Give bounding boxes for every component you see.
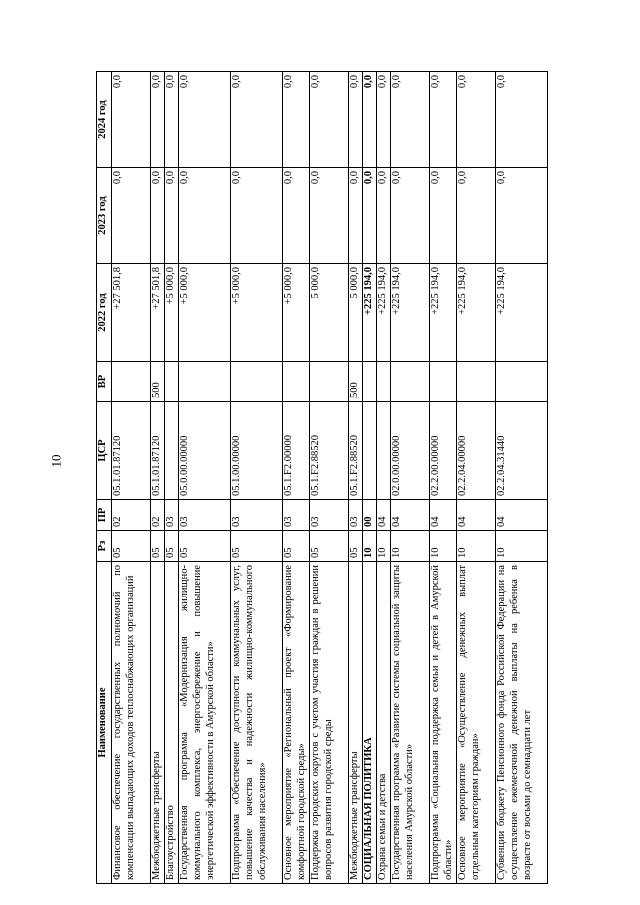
cell-2022: +225 194,0 xyxy=(376,264,390,362)
table-row xyxy=(309,72,348,884)
cell-rz: 05 xyxy=(231,531,283,562)
cell-csr: 05.1.F2.00000 xyxy=(283,402,310,500)
cell-2022: +225 194,0 xyxy=(430,264,457,362)
table-row xyxy=(283,72,310,884)
header-name: Наименование xyxy=(97,562,112,884)
cell-2022: +5 000,0 xyxy=(283,264,310,362)
cell-pr: 02 xyxy=(112,500,151,531)
cell-2024: 0,0 xyxy=(309,72,348,168)
cell-name: Межбюджетные трансферты xyxy=(151,562,165,884)
cell-2023: 0,0 xyxy=(496,168,548,264)
table-row xyxy=(363,72,377,884)
cell-pr: 04 xyxy=(430,500,457,531)
budget-table xyxy=(96,71,548,884)
cell-rz: 10 xyxy=(456,531,495,562)
cell-name: Финансовое обеспечение государственных полномочий по компенсации выпадающих доходов теплоснабжающих организаций xyxy=(112,562,151,884)
cell-name: Подпрограмма «Социальная поддержка семьи и детей в Амурской области» xyxy=(430,562,457,884)
cell-name: Охрана семьи и детства xyxy=(376,562,390,884)
table-row xyxy=(456,72,495,884)
cell-name: Основное мероприятие «Осуществление денежных выплат отдельным категориям граждан» xyxy=(456,562,495,884)
cell-rz: 10 xyxy=(363,531,377,562)
cell-2023: 0,0 xyxy=(430,168,457,264)
cell-csr: 05.1.00.00000 xyxy=(231,402,283,500)
cell-2024: 0,0 xyxy=(165,72,179,168)
cell-rz: 10 xyxy=(496,531,548,562)
cell-csr: 05.0.00.00000 xyxy=(178,402,230,500)
cell-2022: +5 000,0 xyxy=(165,264,179,362)
cell-pr: 00 xyxy=(363,500,377,531)
cell-pr: 04 xyxy=(390,500,429,531)
header-2024: 2024 год xyxy=(97,72,112,168)
table-row xyxy=(376,72,390,884)
table-row xyxy=(165,72,179,884)
table-header-row xyxy=(97,72,112,884)
cell-csr: 05.1.01.87120 xyxy=(151,402,165,500)
table-row xyxy=(430,72,457,884)
header-vr: ВР xyxy=(97,362,112,402)
cell-2024: 0,0 xyxy=(283,72,310,168)
cell-2023: 0,0 xyxy=(309,168,348,264)
cell-vr xyxy=(112,362,151,402)
cell-vr xyxy=(165,362,179,402)
cell-csr: 05.1.01.87120 xyxy=(112,402,151,500)
cell-vr xyxy=(363,362,377,402)
cell-vr xyxy=(456,362,495,402)
cell-csr: 05.1.F2.88520 xyxy=(349,402,363,500)
cell-2023: 0,0 xyxy=(165,168,179,264)
cell-vr xyxy=(376,362,390,402)
cell-2024: 0,0 xyxy=(363,72,377,168)
table-row xyxy=(112,72,151,884)
cell-2024: 0,0 xyxy=(112,72,151,168)
rotated-table-container xyxy=(96,72,612,884)
cell-pr: 03 xyxy=(231,500,283,531)
cell-2022: +27 501,8 xyxy=(151,264,165,362)
cell-2023: 0,0 xyxy=(363,168,377,264)
cell-2024: 0,0 xyxy=(349,72,363,168)
cell-pr: 04 xyxy=(376,500,390,531)
cell-name: Государственная программа «Развитие системы социальной защиты населения Амурской области» xyxy=(390,562,429,884)
cell-2022: +225 194,0 xyxy=(390,264,429,362)
cell-rz: 10 xyxy=(390,531,429,562)
header-rz: Рз xyxy=(97,531,112,562)
cell-2022: 5 000,0 xyxy=(349,264,363,362)
cell-2022: +225 194,0 xyxy=(496,264,548,362)
cell-2024: 0,0 xyxy=(496,72,548,168)
cell-2023: 0,0 xyxy=(112,168,151,264)
cell-2022: +5 000,0 xyxy=(178,264,230,362)
table-row xyxy=(349,72,363,884)
cell-rz: 05 xyxy=(309,531,348,562)
cell-2023: 0,0 xyxy=(390,168,429,264)
cell-vr xyxy=(178,362,230,402)
cell-csr: 02.2.00.00000 xyxy=(430,402,457,500)
cell-name: Государственная программа «Модернизация жилищно-коммунального комплекса, энергосбережение и повышение энергетической эффективности в Амурской области» xyxy=(178,562,230,884)
table-row xyxy=(178,72,230,884)
cell-2024: 0,0 xyxy=(151,72,165,168)
cell-2024: 0,0 xyxy=(231,72,283,168)
cell-name: Поддержка городских округов с учетом участия граждан в решении вопросов развития городской среды xyxy=(309,562,348,884)
header-pr: ПР xyxy=(97,500,112,531)
table-body xyxy=(112,72,548,884)
cell-2023: 0,0 xyxy=(349,168,363,264)
cell-2023: 0,0 xyxy=(151,168,165,264)
table-row xyxy=(390,72,429,884)
cell-vr xyxy=(309,362,348,402)
cell-name: Субвенции бюджету Пенсионного фонда Российской Федерации на осуществление ежемесячной денежной выплаты на ребенка в возрасте от восьми до семнадцати лет xyxy=(496,562,548,884)
cell-rz: 10 xyxy=(376,531,390,562)
page-number: 10 xyxy=(48,454,64,468)
header-2023: 2023 год xyxy=(97,168,112,264)
cell-pr: 03 xyxy=(283,500,310,531)
cell-2024: 0,0 xyxy=(390,72,429,168)
cell-csr xyxy=(165,402,179,500)
cell-pr: 03 xyxy=(309,500,348,531)
cell-2023: 0,0 xyxy=(231,168,283,264)
cell-2023: 0,0 xyxy=(376,168,390,264)
cell-vr xyxy=(390,362,429,402)
cell-vr xyxy=(496,362,548,402)
cell-pr: 04 xyxy=(456,500,495,531)
cell-2023: 0,0 xyxy=(178,168,230,264)
cell-vr xyxy=(283,362,310,402)
cell-csr: 02.0.00.00000 xyxy=(390,402,429,500)
header-2022: 2022 год xyxy=(97,264,112,362)
cell-rz: 05 xyxy=(349,531,363,562)
cell-csr xyxy=(376,402,390,500)
cell-name: Подпрограмма «Обеспечение доступности коммунальных услуг, повышение качества и надежности жилищно-коммунального обслуживания населения» xyxy=(231,562,283,884)
cell-2024: 0,0 xyxy=(430,72,457,168)
table-row xyxy=(151,72,165,884)
cell-pr: 04 xyxy=(496,500,548,531)
cell-name: Основное мероприятие «Региональный проект «Формирование комфортной городской среды» xyxy=(283,562,310,884)
cell-rz: 05 xyxy=(178,531,230,562)
cell-2022: +225 194,0 xyxy=(363,264,377,362)
cell-pr: 03 xyxy=(349,500,363,531)
cell-pr: 02 xyxy=(151,500,165,531)
cell-rz: 05 xyxy=(165,531,179,562)
cell-2024: 0,0 xyxy=(178,72,230,168)
cell-csr: 05.1.F2.88520 xyxy=(309,402,348,500)
cell-rz: 05 xyxy=(151,531,165,562)
cell-rz: 05 xyxy=(283,531,310,562)
cell-2022: 5 000,0 xyxy=(309,264,348,362)
cell-rz: 10 xyxy=(430,531,457,562)
cell-pr: 03 xyxy=(178,500,230,531)
cell-csr: 02.2.04.00000 xyxy=(456,402,495,500)
cell-csr xyxy=(363,402,377,500)
cell-2022: +5 000,0 xyxy=(231,264,283,362)
cell-rz: 05 xyxy=(112,531,151,562)
cell-2023: 0,0 xyxy=(283,168,310,264)
cell-vr xyxy=(430,362,457,402)
cell-2024: 0,0 xyxy=(376,72,390,168)
header-csr: ЦСР xyxy=(97,402,112,500)
cell-2022: +225 194,0 xyxy=(456,264,495,362)
cell-vr: 500 xyxy=(349,362,363,402)
cell-2022: +27 501,8 xyxy=(112,264,151,362)
cell-2023: 0,0 xyxy=(456,168,495,264)
cell-name: Благоустройство xyxy=(165,562,179,884)
table-row xyxy=(496,72,548,884)
cell-2024: 0,0 xyxy=(456,72,495,168)
cell-pr: 03 xyxy=(165,500,179,531)
cell-vr: 500 xyxy=(151,362,165,402)
cell-name: Межбюджетные трансферты xyxy=(349,562,363,884)
cell-vr xyxy=(231,362,283,402)
cell-name: СОЦИАЛЬНАЯ ПОЛИТИКА xyxy=(363,562,377,884)
table-row xyxy=(231,72,283,884)
cell-csr: 02.2.04.31440 xyxy=(496,402,548,500)
